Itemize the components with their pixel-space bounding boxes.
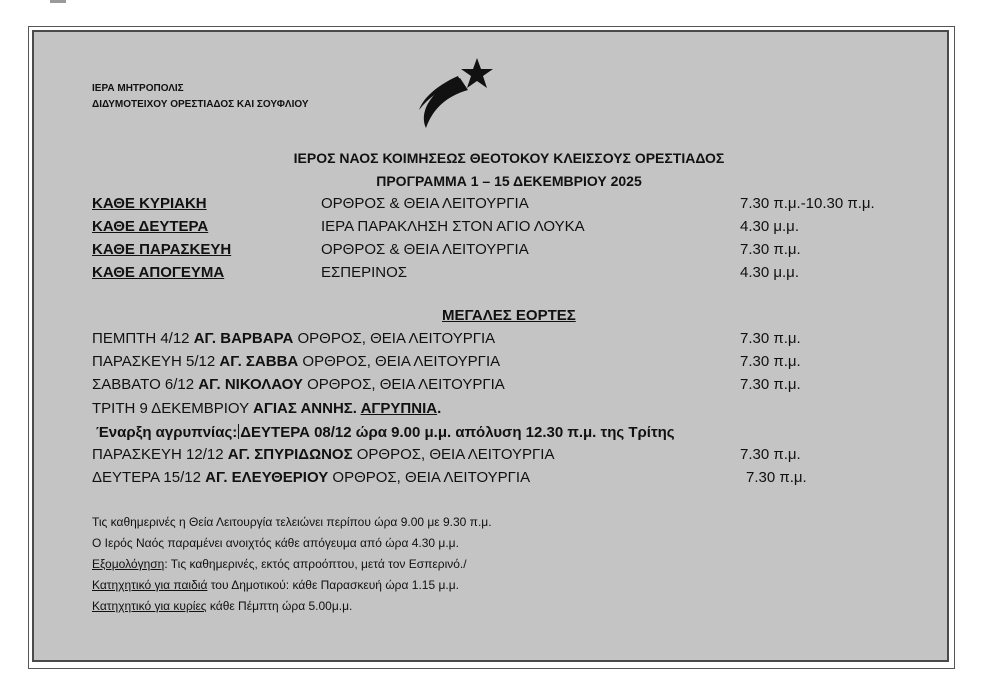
note-catechism-children [92, 575, 459, 596]
weekly-day: ΚΑΘΕ ΚΥΡΙΑΚΗ [92, 195, 207, 212]
feast-date: ΠΕΜΠΤΗ 4/12 [92, 330, 194, 347]
weekly-service: ΟΡΘΡΟΣ & ΘΕΙΑ ΛΕΙΤΟΥΡΓΙΑ [321, 241, 529, 258]
feast-time: 7.30 π.μ. [740, 446, 801, 463]
feast-date: ΠΑΡΑΣΚΕΥΗ 12/12 [92, 446, 228, 463]
weekly-service: ΟΡΘΡΟΣ & ΘΕΙΑ ΛΕΙΤΟΥΡΓΙΑ [321, 195, 529, 212]
note-confession [92, 554, 467, 575]
weekly-time: 7.30 π.μ. [740, 241, 801, 258]
note-label: Εξομολόγηση [92, 557, 165, 571]
feast-saint: ΑΓ. ΒΑΡΒΑΡΑ [193, 330, 294, 347]
note-text: κάθε Πέμπτη ώρα 5.00μ.μ. [206, 599, 353, 613]
feast-saint: ΑΓ. ΣΑΒΒΑ [219, 353, 299, 370]
feast-time: 7.30 π.μ. [740, 353, 801, 370]
feast-row [92, 329, 495, 348]
note-catechism-women [92, 596, 352, 617]
feast-service: ΟΡΘΡΟΣ, ΘΕΙΑ ΛΕΙΤΟΥΡΓΙΑ [298, 353, 501, 370]
note-open-hours: Ο Ιερός Ναός παραμένει ανοιχτός κάθε απόγευμα από ώρα 4.30 μ.μ. [92, 536, 459, 550]
feast-row [92, 352, 500, 371]
weekly-service: ΙΕΡΑ ΠΑΡΑΚΛΗΣΗ ΣΤΟΝ ΑΓΙΟ ΛΟΥΚΑ [321, 218, 585, 235]
feast-saint: ΑΓ. ΕΛΕΥΘΕΡΙΟΥ [205, 469, 329, 486]
ruler-mark [50, 0, 66, 3]
weekly-service: ΕΣΠΕΡΙΝΟΣ [321, 264, 408, 281]
feast-date: ΔΕΥΤΕΡΑ 15/12 [92, 469, 206, 486]
vigil-start-text: ΔΕΥΤΕΡΑ 08/12 ώρα 9.00 μ.μ. απόλυση 12.30 π.μ. της Τρίτης [240, 424, 675, 441]
metropolis-line: ΙΕΡΑ ΜΗΤΡΟΠΟΛΙΣ [92, 83, 184, 94]
feast-service: ΟΡΘΡΟΣ, ΘΕΙΑ ΛΕΙΤΟΥΡΓΙΑ [328, 469, 531, 486]
feast-date: ΤΡΙΤΗ 9 ΔΕΚΕΜΒΡΙΟΥ [92, 400, 253, 417]
feast-saint: ΑΓ. ΝΙΚΟΛΑΟΥ [198, 376, 303, 393]
feast-service: ΟΡΘΡΟΣ, ΘΕΙΑ ΛΕΙΤΟΥΡΓΙΑ [302, 376, 505, 393]
weekly-day: ΚΑΘΕ ΔΕΥΤΕΡΑ [92, 218, 209, 235]
diocese-line: ΔΙΔΥΜΟΤΕΙΧΟΥ ΟΡΕΣΤΙΑΔΟΣ ΚΑΙ ΣΟΥΦΛΙΟΥ [92, 99, 309, 110]
note-liturgy-end: Τις καθημερινές η Θεία Λειτουργία τελειώνει περίπου ώρα 9.00 με 9.30 π.μ. [92, 515, 492, 529]
program-title: ΠΡΟΓΡΑΜΜΑ 1 – 15 ΔΕΚΕΜΒΡΙΟΥ 2025 [376, 173, 642, 189]
weekly-day: ΚΑΘΕ ΑΠΟΓΕΥΜΑ [92, 264, 225, 281]
feast-time: 7.30 π.μ. [740, 376, 801, 393]
weekly-time: 4.30 μ.μ. [740, 264, 799, 281]
vigil-start-label: Έναρξη αγρυπνίας: [96, 424, 238, 441]
feast-time: 7.30 π.μ. [746, 469, 807, 486]
feast-date: ΣΑΒΒΑΤΟ 6/12 [92, 376, 199, 393]
feast-service: ΟΡΘΡΟΣ, ΘΕΙΑ ΛΕΙΤΟΥΡΓΙΑ [293, 330, 496, 347]
church-title: ΙΕΡΟΣ ΝΑΟΣ ΚΟΙΜΗΣΕΩΣ ΘΕΟΤΟΚΟΥ ΚΛΕΙΣΣΟΥΣ ΟΡΕΣΤΙΑΔΟΣ [293, 150, 725, 166]
feast-saint: ΑΓΙΑΣ ΑΝΝΗΣ. [252, 400, 361, 417]
feast-row [92, 445, 554, 464]
feasts-heading: ΜΕΓΑΛΕΣ ΕΟΡΤΕΣ [442, 307, 576, 324]
feast-saint: ΑΓ. ΣΠΥΡΙΔΩΝΟΣ [227, 446, 353, 463]
vigil-label: ΑΓΡΥΠΝΙΑ [360, 400, 438, 417]
shooting-star-icon [416, 58, 494, 132]
feast-date: ΠΑΡΑΣΚΕΥΗ 5/12 [92, 353, 220, 370]
feast-time: 7.30 π.μ. [740, 330, 801, 347]
feast-row [92, 375, 505, 394]
vigil-detail [96, 423, 675, 442]
weekly-day: ΚΑΘΕ ΠΑΡΑΣΚΕΥΗ [92, 241, 232, 258]
weekly-time: 4.30 μ.μ. [740, 218, 799, 235]
note-label: Κατηχητικό για κυρίες [92, 599, 207, 613]
vigil-end: . [437, 400, 442, 417]
note-text: του Δημοτικού: κάθε Παρασκευή ώρα 1.15 μ.μ. [207, 578, 459, 592]
note-label: Κατηχητικό για παιδιά [92, 578, 208, 592]
feast-service: ΟΡΘΡΟΣ, ΘΕΙΑ ΛΕΙΤΟΥΡΓΙΑ [352, 446, 555, 463]
weekly-time: 7.30 π.μ.-10.30 π.μ. [740, 195, 875, 212]
feast-row-vigil [92, 399, 441, 418]
feast-row [92, 468, 530, 487]
note-text: : Τις καθημερινές, εκτός απροόπτου, μετά τον Εσπερινό./ [164, 557, 467, 571]
